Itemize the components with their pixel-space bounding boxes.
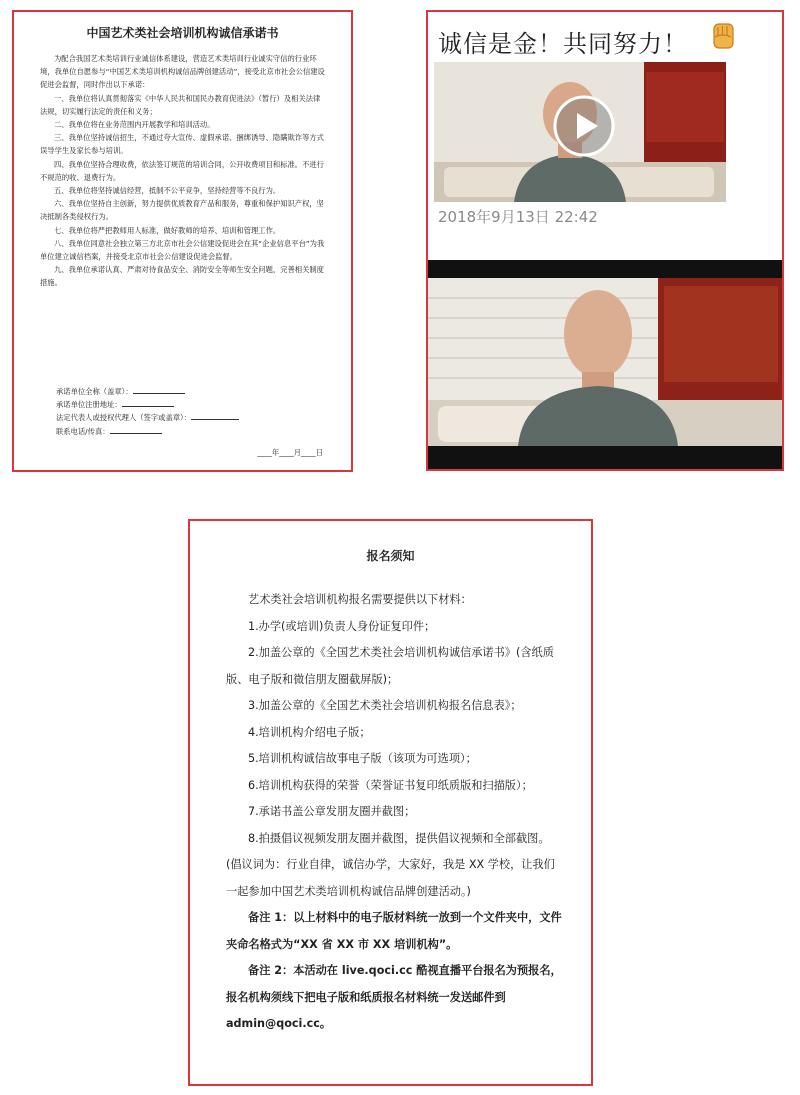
pledge-paragraph: 二、我单位将在业务范围内开展教学和培训活动。: [54, 120, 215, 130]
pledge-paragraph: 一、我单位将认真贯彻落实《中华人民共和国民办教育促进法》（暂行）及相关法律法规，切实履行法定的责任和义务；: [40, 93, 321, 116]
video-letterbox-top: [428, 260, 782, 278]
post-timestamp: 2018年9月13日 22:42: [438, 208, 598, 226]
notice-item: 2.加盖公章的《全国艺术类社会培训机构诚信承诺书》(含纸质版、电子版和微信朋友圈截屏版)；: [226, 646, 554, 686]
pledge-paragraph: 为配合我国艺术类培训行业诚信体系建设，营造艺术类培训行业诚实守信的行业环境，我单位自愿参与“中国艺术类培训机构诚信品牌创建活动”，接受北京市社会公信建设促进会监督，同时作出以下承诺：: [40, 54, 325, 90]
post-title: 诚信是金！共同努力！: [438, 30, 688, 58]
sign-field-label: 法定代表人或授权代理人（签字或盖章）：: [56, 413, 191, 423]
pledge-title: 中国艺术类社会培训机构诚信承诺书: [86, 26, 279, 40]
video-thumbnail-1[interactable]: [434, 62, 726, 202]
video-letterbox-bottom: [428, 446, 782, 471]
raised-fist-icon: [706, 18, 740, 52]
pledge-paragraph: 九、我单位承诺认真、严肃对待食品安全、消防安全等师生安全问题，完善相关制度措施。: [40, 265, 324, 288]
sign-field-row: [56, 425, 239, 438]
pledge-date-line: ____年____月____日: [257, 448, 323, 457]
pledge-paragraph: 四、我单位坚持合理收费，依法签订规范的培训合同，公开收费项目和标准。不进行不规范的收、退费行为。: [40, 159, 324, 182]
registration-notice: [188, 519, 593, 1086]
social-post: [426, 10, 784, 471]
notice-item: 6.培训机构获得的荣誉（荣誉证书复印纸质版和扫描版）；: [248, 778, 533, 792]
sign-field-label: 承诺单位注册地址：: [56, 400, 122, 410]
sign-field-blank: [133, 393, 185, 394]
notice-title: 报名须知: [366, 549, 415, 563]
sign-field-label: 承诺单位全称（盖章）：: [56, 387, 133, 396]
pledge-signature-block: [56, 385, 239, 438]
notice-item: 7.承诺书盖公章发朋友圈并截图；: [248, 805, 416, 818]
sign-field-row: [56, 411, 239, 424]
notice-item: 8.拍摄倡议视频发朋友圈并截图，提供倡议视频和全部截图。(倡议词为：行业自律，诚信办学，大家好，我是 XX 学校，让我们一起参加中国艺术类培训机构诚信品牌创建活动。): [226, 831, 555, 898]
pledge-paragraph: 八、我单位同意社会独立第三方北京市社会公信建设促进会在其“企业信息平台”为我单位建立诚信档案，并接受北京市社会公信建设促进会监督。: [40, 238, 325, 262]
pledge-paragraph: 七、我单位将严把教师用人标准，做好教师的培养、培训和管理工作。: [54, 225, 281, 235]
notice-item: 5.培训机构诚信故事电子版（该项为可选项）；: [248, 752, 477, 765]
notice-item: 1.办学(或培训)负责人身份证复印件；: [248, 619, 436, 633]
video-frame-2[interactable]: [428, 278, 784, 446]
sign-field-blank: [191, 419, 239, 420]
sign-field-row: [56, 398, 239, 411]
notice-item: 4.培训机构介绍电子版；: [248, 725, 371, 739]
pledge-paragraph: 六、我单位坚持自主创新，努力提供优质教育产品和服务，尊重和保护知识产权，坚决抵制各类侵权行为。: [40, 199, 324, 222]
notice-body: [226, 587, 563, 1038]
sign-field-row: [56, 385, 239, 398]
notice-remark-1: 备注 1：以上材料中的电子版材料统一放到一个文件夹中，文件夹命名格式为“XX 省 XX 市 XX 培训机构”。: [226, 911, 562, 951]
sign-field-label: 联系电话/传真：: [56, 426, 110, 436]
pledge-paragraph: 三、我单位坚持诚信招生，不通过夸大宣传、虚假承诺、捆绑诱导、隐瞒欺诈等方式误导学生及家长参与培训。: [40, 133, 324, 156]
notice-item: 3.加盖公章的《全国艺术类社会培训机构报名信息表》；: [248, 699, 522, 712]
pledge-body: [40, 52, 327, 290]
sign-field-blank: [110, 433, 162, 434]
pledge-paragraph: 五、我单位将坚持诚信经营，抵制不公平竞争，坚持经营等不良行为。: [54, 186, 281, 196]
notice-remark-2: 备注 2：本活动在 live.qoci.cc 酷视直播平台报名为预报名，报名机构须线下把电子版和纸质报名材料统一发送邮件到 admin@qoci.cc。: [226, 964, 562, 1030]
video-frame-2-image: [428, 278, 784, 446]
notice-intro: 艺术类社会培训机构报名需要提供以下材料：: [248, 593, 472, 606]
sign-field-blank: [122, 406, 174, 407]
pledge-document: [12, 10, 353, 472]
play-button-icon[interactable]: [552, 94, 616, 158]
